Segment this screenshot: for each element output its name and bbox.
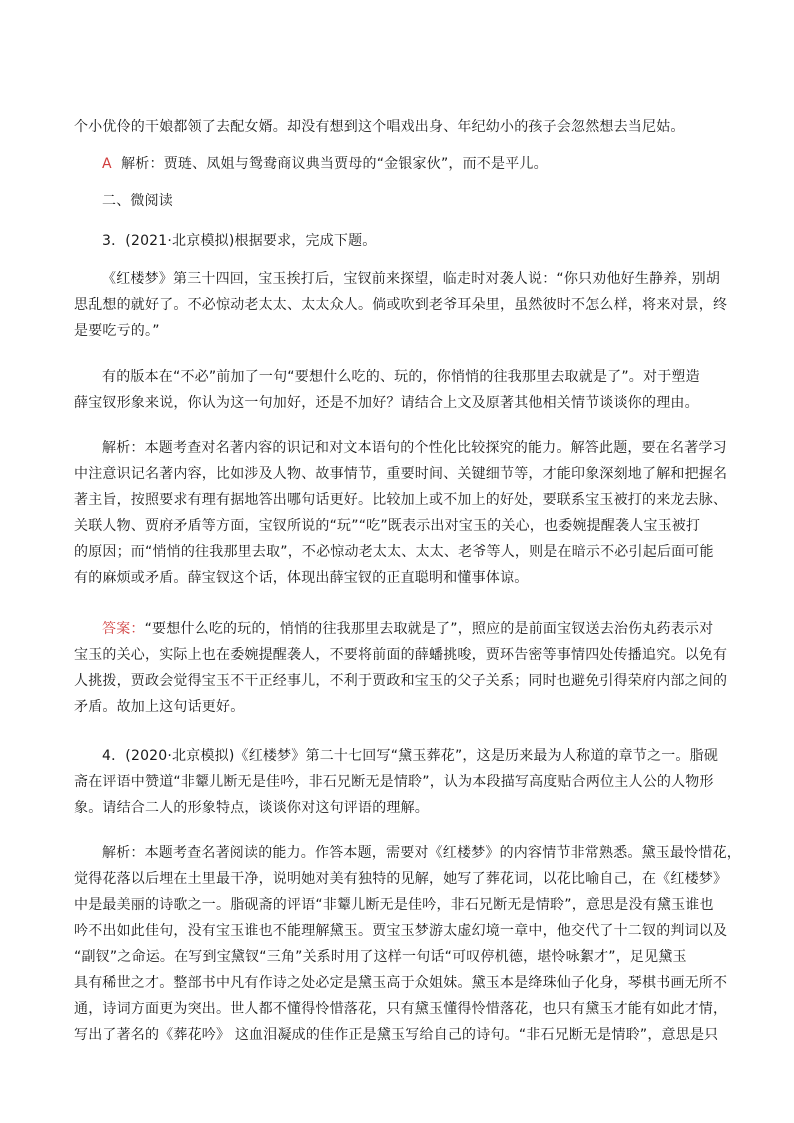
text-line: 具有稀世之才。整部书中凡有作诗之处必定是黛玉高于众姐妹。黛玉本是绛珠仙子化身，琴棋书画无所不 — [74, 975, 728, 991]
question-3-analysis — [74, 435, 728, 591]
question-3-question — [74, 364, 716, 416]
text-line: 思乱想的就好了。不必惊动老太太、太太众人。倘或吹到老爷耳朵里，虽然彼时不怎么样，将来对景，终 — [74, 297, 728, 313]
text-line: 觉得花落以后埋在土里最干净，说明她对美有独特的见解，她写了葬花词，以花比喻自己，在《红楼梦》 — [74, 871, 728, 887]
text-line: 薛宝钗形象来说，你认为这一句加好，还是不加好？请结合上文及原著其他相关情节谈谈你的理由。 — [74, 395, 699, 411]
text-line: 著主旨，按照要求有理有据地答出哪句话更好。比较加上或不加上的好处，要联系宝玉被打的来龙去脉、 — [74, 492, 728, 508]
text-line: 有的版本在“不必”前加了一句“要想什么吃的、玩的，你悄悄的往我那里去取就是了”。对于塑造 — [102, 369, 700, 385]
text-line — [74, 616, 716, 642]
text-line: 宝玉的关心，实际上也在委婉提醒袭人，不要将前面的薛蟠挑唆，贾环告密等事情四处传播追究。以免有 — [74, 647, 728, 663]
text-line: 中是最美丽的诗歌之一。脂砚斋的评语“非颦儿断无是佳吟，非石兄断无是情聆”，意思是没有黛玉谁也 — [74, 897, 714, 913]
answer-text: “要想什么吃的玩的，悄悄的往我那里去取就是了”，照应的是前面宝钗送去治伤丸药表示对 — [144, 621, 714, 637]
question-4-analysis — [74, 840, 741, 1048]
paragraph-continuation: 个小优伶的干娘都领了去配女婿。却没有想到这个唱戏出身、年纪幼小的孩子会忽然想去当尼姑。 — [74, 119, 685, 135]
text-line: 人挑拨，贾政会觉得宝玉不干正经事儿，不利于贾政和宝玉的父子关系；同时也避免引得荣府内部之间的 — [74, 673, 728, 689]
analysis-text: 解析：贾琏、凤姐与鸳鸯商议典当贾母的“金银家伙”，而不是平儿。 — [121, 156, 548, 172]
question-3-answer — [74, 616, 728, 720]
question-4 — [74, 743, 719, 821]
answer-analysis-1 — [74, 151, 716, 177]
text-line: 象。请结合二人的形象特点，谈谈你对这句评语的理解。 — [74, 800, 429, 816]
text-line: 斋在评语中赞道“非颦儿断无是佳吟，非石兄断无是情聆”，认为本段描写高度贴合两位主人公的人物形 — [74, 774, 714, 790]
text-line: 写出了著名的《葬花吟》 这血泪凝成的佳作正是黛玉写给自己的诗句。“非石兄断无是情聆”，意思是只 — [74, 1027, 719, 1043]
text-line: 矛盾。故加上这句话更好。 — [74, 699, 245, 715]
text-line: 吟不出如此佳句，没有宝玉谁也不能理解黛玉。贾宝玉梦游太虚幻境一章中，他交代了十二钗的判词以及 — [74, 923, 728, 939]
question-3-stem: 3．(2021·北京模拟)根据要求，完成下题。 — [102, 233, 377, 249]
text-line: 《红楼梦》第三十四回，宝玉挨打后，宝钗前来探望，临走时对袭人说：“你只劝他好生静养，别胡 — [102, 271, 721, 287]
text-line: 关联人物、贾府矛盾等方面，宝钗所说的“玩”“吃”既表示出对宝玉的关心，也委婉提醒袭人宝玉被打 — [74, 518, 701, 534]
text-line: 解析：本题考查对名著内容的识记和对文本语句的个性化比较探究的能力。解答此题，要在名著学习 — [102, 440, 727, 456]
section-heading: 二、微阅读 — [102, 193, 173, 209]
text-line: 的原因；而“悄悄的往我那里去取”，不必惊动老太太、太太、老爷等人，则是在暗示不必引起后面可能 — [74, 544, 714, 560]
text-line: 4．(2020·北京模拟)《红楼梦》第二十七回写“黛玉葬花”，这是历来最为人称道的章节之一。脂砚 — [102, 748, 719, 764]
text-line: 通，诗词方面更为突出。世人都不懂得怜惜落花，只有黛玉懂得怜惜落花，也只有黛玉才能有如此才情， — [74, 1001, 728, 1017]
answer-letter: A — [102, 156, 112, 172]
answer-label: 答案： — [102, 621, 145, 637]
text-line: 有的麻烦或矛盾。薛宝钗这个话，体现出薛宝钗的正直聪明和懂事体谅。 — [74, 570, 529, 586]
text-line: 中注意识记名著内容，比如涉及人物、故事情节，重要时间、关键细节等，才能印象深刻地了解和把握名 — [74, 466, 728, 482]
text-line: 解析：本题考查名著阅读的能力。作答本题，需要对《红楼梦》的内容情节非常熟悉。黛玉最怜惜花， — [102, 845, 741, 861]
question-3-passage — [74, 266, 728, 344]
text-line: “副钗”之命运。在写到宝黛钗“三角”关系时用了这样一句话“可叹停机德，堪怜咏絮才”，足见黛玉 — [74, 949, 687, 965]
text-line: 是要吃亏的。” — [74, 323, 160, 339]
